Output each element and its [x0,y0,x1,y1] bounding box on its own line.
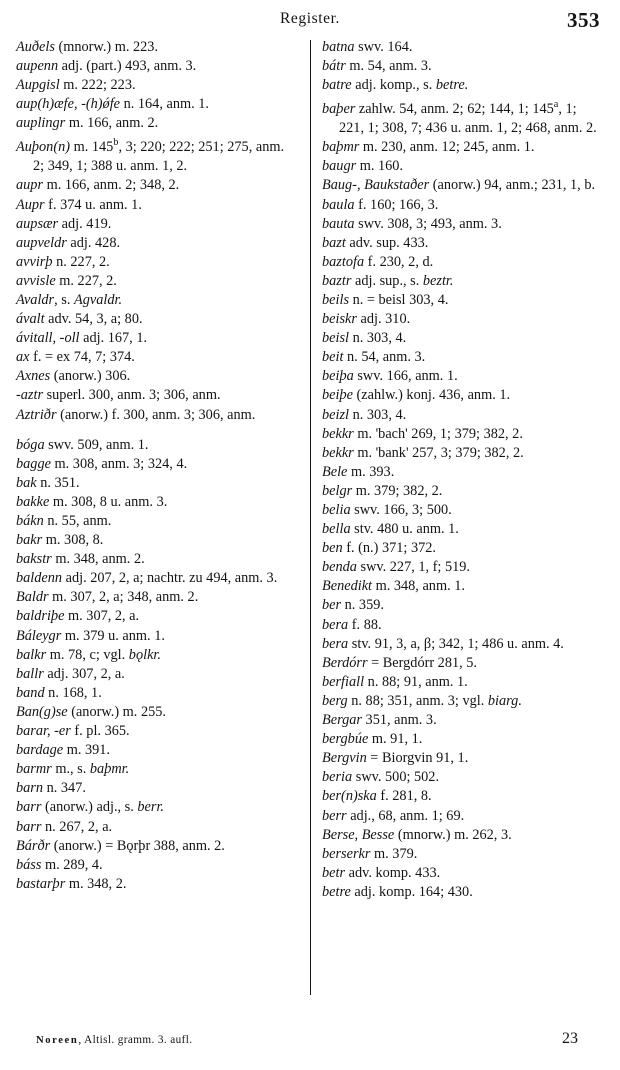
dictionary-entry [16,779,298,798]
dictionary-entry [322,406,604,425]
entry-body: adj. 167, 1. [79,330,148,347]
entry-body: m. 91, 1. [368,731,423,748]
dictionary-entry [16,329,298,348]
imprint-line [36,1034,192,1046]
dictionary-entry [16,722,298,741]
entry-headword: barn [16,780,44,797]
dictionary-entry [322,425,604,444]
entry-headword: barmr [16,761,52,778]
dictionary-entry [322,386,604,405]
entry-body: m. 308, 8 u. anm. 3. [49,493,168,510]
entry-body: (anorw.) f. 300, anm. 3; 306, anm. [56,406,256,423]
dictionary-entry [16,741,298,760]
entry-headword: Ban(g)se [16,703,68,720]
entry-body: m. 227, 2. [55,272,117,289]
entry-headword: bakr [16,532,43,549]
entry-headword: baugr [322,158,357,175]
dictionary-entry [16,291,298,310]
superscript-marker: b [113,137,119,149]
entry-headword: bekkr [322,444,354,461]
entry-headword: auplingr [16,115,66,132]
entry-headword: Berse, Besse [322,826,395,843]
entry-body: m. 230, anm. 12; 245, anm. 1. [359,139,535,156]
entry-body: (anorw.) m. 255. [67,703,166,720]
entry-body: m. 145$^b$, 3; 220; 222; 251; 275, anm. 2; 349, 1; 388 u. anm. 1, 2. [33,137,285,175]
cross-reference: berr. [137,799,165,816]
entry-body: swv. 509, anm. 1. [44,436,149,453]
dictionary-entry [322,444,604,463]
entry-headword: beizl [322,406,350,423]
entry-headword: bakke [16,493,50,510]
entry-body: swv. 166, anm. 1. [353,368,458,385]
dictionary-entry [16,550,298,569]
entry-body: m. 307, 2, a. [64,608,140,625]
superscript-marker: a [553,99,559,111]
running-head [16,10,604,36]
cross-reference: Agvaldr. [74,291,123,308]
entry-body: m. 166, anm. 2. [65,115,159,132]
entry-body: stv. 91, 3, a, β; 342, 1; 486 u. anm. 4. [348,635,564,652]
entry-headword: bera [322,616,349,633]
column-divider-rule [310,40,311,995]
dictionary-entry [322,138,604,157]
entry-headword: baldenn [16,570,63,587]
entry-headword: bátr [322,58,346,75]
entry-headword: aupveldr [16,234,67,251]
entry-headword: bagge [16,455,51,472]
entry-body: superl. 300, anm. 3; 306, anm. [43,387,221,404]
entry-headword: bergbúe [322,731,369,748]
entry-headword: bera [322,635,349,652]
dictionary-entry [322,196,604,215]
entry-headword: barr [16,799,42,816]
entry-body: m. 393. [347,463,395,480]
entry-body: n. 351. [36,474,80,491]
entry-body: adj. 419. [58,215,112,232]
entry-headword: beils [322,291,350,308]
entry-body: adj. 307, 2, a. [43,665,125,682]
entry-body: adv. sup. 433. [345,234,429,251]
dictionary-entry [322,711,604,730]
entry-body: swv. 164. [354,39,413,55]
entry-body: adj. komp., s. betre. [351,77,469,94]
cross-reference: baþmr. [89,761,130,778]
dictionary-entry [322,76,604,95]
dictionary-entry [322,864,604,883]
dictionary-entry [16,588,298,607]
entry-headword: beiþa [322,368,354,385]
dictionary-entry [16,310,298,329]
entry-headword: ber(n)ska [322,788,377,805]
entry-headword: Auþon(n) [16,139,70,156]
entry-headword: benda [322,559,357,576]
entry-headword: ávalt [16,311,45,328]
dictionary-entry [322,654,604,673]
entry-headword: baztofa [322,253,365,270]
entry-headword: belgr [322,482,353,499]
entry-body: m. 391. [63,742,110,759]
entry-headword: ber [322,597,342,614]
entry-body: adv. 54, 3, a; 80. [44,311,143,328]
dictionary-entry [322,577,604,596]
entry-headword: Avaldr [16,291,55,308]
dictionary-entry [16,114,298,133]
entry-body: m. 222; 223. [59,77,136,94]
entry-headword: aupsær [16,215,59,232]
dictionary-entry [16,531,298,550]
entry-headword: aupenn [16,58,59,75]
entry-body: n. 347. [43,780,86,797]
entry-headword: bak [16,474,37,491]
entry-body: m. 166, anm. 2; 348, 2. [43,177,180,194]
entry-headword: barr [16,818,42,835]
entry-body: m. 348, anm. 2. [51,551,145,568]
entry-headword: avvirþ [16,253,53,270]
dictionary-entry [322,635,604,654]
entry-headword: belia [322,502,351,519]
entry-headword: balkr [16,646,47,663]
entry-body: n. 168, 1. [44,684,102,701]
entry-body: n. 88; 351, anm. 3; vgl. biarg. [347,692,522,709]
entry-headword: ax [16,349,30,366]
cross-reference: betre. [435,77,469,94]
entry-headword: Benedikt [322,578,373,595]
dictionary-entry [16,234,298,253]
entry-body: f. (n.) 371; 372. [342,540,436,557]
entry-body: n. 227, 2. [52,253,110,270]
page-footer [16,1030,604,1056]
dictionary-entry [16,455,298,474]
entry-body: (anorw.) 306. [50,368,131,385]
entry-headword: berfiall [322,673,365,690]
entry-body: (anorw.) adj., s. berr. [41,799,165,816]
dictionary-entry [322,673,604,692]
dictionary-entry [16,837,298,856]
entry-headword: Bele [322,463,348,480]
entry-headword: batre [322,77,352,94]
dictionary-entry [322,558,604,577]
dictionary-entry [16,176,298,195]
dictionary-entry [322,57,604,76]
entry-body: f. 160; 166, 3. [354,196,439,213]
dictionary-entry [322,215,604,234]
dictionary-entry [16,493,298,512]
entry-headword: aupr [16,177,44,194]
dictionary-entry [16,665,298,684]
dictionary-entry [16,367,298,386]
entry-body: m. 160. [356,158,404,175]
entry-headword: ávitall, -oll [16,330,80,347]
entry-headword: bardage [16,742,64,759]
entry-body: n. 303, 4. [349,330,407,347]
dictionary-entry [322,272,604,291]
entry-body: swv. 227, 1, f; 519. [356,559,471,576]
entry-body: n. 55, anm. [43,513,112,530]
entry-body: adj. 310. [356,311,411,328]
entry-body: swv. 166, 3; 500. [350,502,452,519]
dictionary-entry [322,253,604,272]
dictionary-entry [16,703,298,722]
entry-headword: bauta [322,215,355,232]
entry-headword: Báleygr [16,627,62,644]
entry-headword: -aztr [16,387,44,404]
dictionary-entry [16,196,298,215]
entry-body: m. 'bach' 269, 1; 379; 382, 2. [353,425,523,442]
entry-headword: betre [322,883,351,900]
entry-body: 351, anm. 3. [361,712,437,729]
entry-body: f. = ex 74, 7; 374. [29,349,135,366]
dictionary-entry [322,95,604,138]
entry-body: n. 267, 2, a. [41,818,113,835]
dictionary-entry [322,501,604,520]
dictionary-entry [322,730,604,749]
entry-body: n. = beisl 303, 4. [349,291,449,308]
entry-headword: Axnes [16,368,51,385]
entry-body: m. 289, 4. [41,856,103,873]
entry-headword: ballr [16,665,44,682]
entry-body: m., s. baþmr. [51,761,130,778]
entry-headword: berg [322,692,348,709]
entry-headword: betr [322,864,346,881]
dictionary-entry [16,684,298,703]
entry-headword: beria [322,769,353,786]
entry-body: n. 54, anm. 3. [343,349,426,366]
entry-body: m. 348, anm. 1. [372,578,465,595]
dictionary-entry [322,310,604,329]
entry-body: adj. sup., s. beztr. [351,272,454,289]
entry-headword: baldriþe [16,608,65,625]
entry-headword: Baldr [16,589,49,606]
dictionary-entry [16,76,298,95]
entry-headword: beiþe [322,387,353,404]
entry-body: (zahlw.) konj. 436, anm. 1. [352,387,511,404]
entry-headword: Aupr [16,196,45,213]
dictionary-entry [16,760,298,779]
entry-headword: Aupgisl [16,77,60,94]
dictionary-entry [322,883,604,902]
entry-headword: bóga [16,436,45,453]
entry-headword: bella [322,521,351,538]
dictionary-entry [16,436,298,455]
dictionary-entry [322,787,604,806]
entry-body: f. 230, 2, d. [364,253,434,270]
entry-body: n. 359. [341,597,384,614]
entry-headword: bakstr [16,551,52,568]
dictionary-entry [322,291,604,310]
dictionary-entry [16,569,298,588]
cross-reference: biarg. [487,692,522,709]
entry-headword: Berdórr [322,654,368,671]
dictionary-entry [16,133,298,176]
entry-body: f. 374 u. anm. 1. [44,196,142,213]
entry-body: swv. 308, 3; 493, anm. 3. [354,215,502,232]
entry-headword: aup(h)æfe, -(h)ǿfe [16,96,121,113]
entry-body: = Biorgvin 91, 1. [366,750,469,767]
dictionary-entry [16,272,298,291]
entry-body: adj. 428. [66,234,121,251]
dictionary-entry [16,875,298,894]
entry-body: f. 281, 8. [376,788,432,805]
entry-body: adj. komp. 164; 430. [350,883,473,900]
two-column-body [16,38,604,1013]
dictionary-entry [322,348,604,367]
dictionary-entry [322,826,604,845]
dictionary-entry [16,607,298,626]
entry-body: m. 'bank' 257, 3; 379; 382, 2. [353,444,524,461]
entry-headword: Aztriðr [16,406,57,423]
dictionary-entry [322,463,604,482]
dictionary-entry [322,38,604,57]
entry-body: m. 308, anm. 3; 324, 4. [50,455,188,472]
entry-headword: berserkr [322,845,371,862]
dictionary-entry [322,176,604,195]
entry-body: (mnorw.) m. 223. [54,39,159,55]
entry-body: n. 164, anm. 1. [120,96,209,113]
entry-body: zahlw. 54, anm. 2; 62; 144, 1; 145$^a$, 1; 221, 1; 308, 7; 436 u. anm. 1, 2; 468, anm. 2. [339,99,597,137]
entry-headword: berr [322,807,347,824]
entry-body: m. 379 u. anm. 1. [61,627,165,644]
column-right [308,38,604,1013]
dictionary-entry [16,406,298,425]
dictionary-entry [322,329,604,348]
column-left [16,38,308,1013]
entry-body: stv. 480 u. anm. 1. [350,521,459,538]
entry-body: f. 88. [348,616,382,633]
entry-body: adj. 207, 2, a; nachtr. zu 494, anm. 3. [62,570,278,587]
entry-body: m. 308, 8. [42,532,104,549]
entry-headword: beisl [322,330,350,347]
entry-headword: avvisle [16,272,56,289]
dictionary-entry [16,253,298,272]
dictionary-entry [16,215,298,234]
entry-headword: band [16,684,45,701]
cross-reference: beztr. [422,272,454,289]
entry-body: , s. Agvaldr. [54,291,123,308]
dictionary-entry [322,807,604,826]
entry-headword: bastarþr [16,875,66,892]
entry-headword: baþmr [322,139,360,156]
dictionary-entry [322,749,604,768]
entry-headword: Auðels [16,39,55,55]
dictionary-entry [16,856,298,875]
entry-body: m. 379; 382, 2. [352,482,443,499]
entry-headword: bazt [322,234,346,251]
entry-headword: baula [322,196,355,213]
dictionary-entry [16,818,298,837]
entry-body: f. pl. 365. [70,723,130,740]
entry-headword: Baug-, Baukstaðer [322,177,430,194]
entry-body: m. 54, anm. 3. [345,58,432,75]
entry-body: n. 88; 91, anm. 1. [364,673,468,690]
imprint-author: Noreen [36,1035,79,1046]
running-title: Register. [279,10,341,27]
entry-body: m. 78, c; vgl. bǫlkr. [46,646,161,663]
entry-headword: barar, -er [16,723,71,740]
entry-body: adj. (part.) 493, anm. 3. [58,58,197,75]
dictionary-entry [16,512,298,531]
entry-body: adj., 68, anm. 1; 69. [346,807,465,824]
entry-headword: bákn [16,513,44,530]
dictionary-entry [322,596,604,615]
entry-headword: beit [322,349,344,366]
entry-body: n. 303, 4. [349,406,407,423]
entry-headword: Bergvin [322,750,367,767]
entry-headword: beiskr [322,311,357,328]
dictionary-entry [322,768,604,787]
entry-headword: Bergar [322,712,362,729]
cross-reference: bǫlkr. [128,646,161,663]
entry-body: adv. komp. 433. [345,864,441,881]
entry-body: m. 348, 2. [65,875,127,892]
entry-body: m. 307, 2, a; 348, anm. 2. [48,589,199,606]
dictionary-entry [16,474,298,493]
dictionary-entry [322,845,604,864]
dictionary-entry [322,482,604,501]
entry-headword: bekkr [322,425,354,442]
entry-body: = Bergdórr 281, 5. [367,654,478,671]
dictionary-entry [16,798,298,817]
dictionary-entry [322,157,604,176]
dictionary-entry [322,539,604,558]
entry-headword: batna [322,39,355,55]
entry-headword: báss [16,856,42,873]
dictionary-entry [16,38,298,57]
entry-body: swv. 500; 502. [352,769,440,786]
signature-mark: 23 [562,1030,578,1047]
entry-headword: baztr [322,272,352,289]
entry-body: (mnorw.) m. 262, 3. [394,826,512,843]
dictionary-entry [322,616,604,635]
entry-headword: Bárðr [16,837,51,854]
dictionary-entry [322,367,604,386]
dictionary-entry [16,57,298,76]
page-number: 353 [567,8,600,32]
imprint-rest: , Altisl. gramm. 3. aufl. [78,1034,193,1046]
dictionary-entry [16,646,298,665]
dictionary-entry [322,234,604,253]
entry-body: m. 379. [370,845,418,862]
entry-body: (anorw.) 94, anm.; 231, 1, b. [429,177,596,194]
entry-headword: ben [322,540,343,557]
entry-body: (anorw.) = Bǫrþr 388, anm. 2. [50,837,225,854]
entry-headword: baþer [322,101,356,118]
dictionary-entry [322,520,604,539]
dictionary-entry [16,95,298,114]
dictionary-entry [16,348,298,367]
dictionary-entry [16,386,298,405]
dictionary-entry [322,692,604,711]
dictionary-entry [16,627,298,646]
